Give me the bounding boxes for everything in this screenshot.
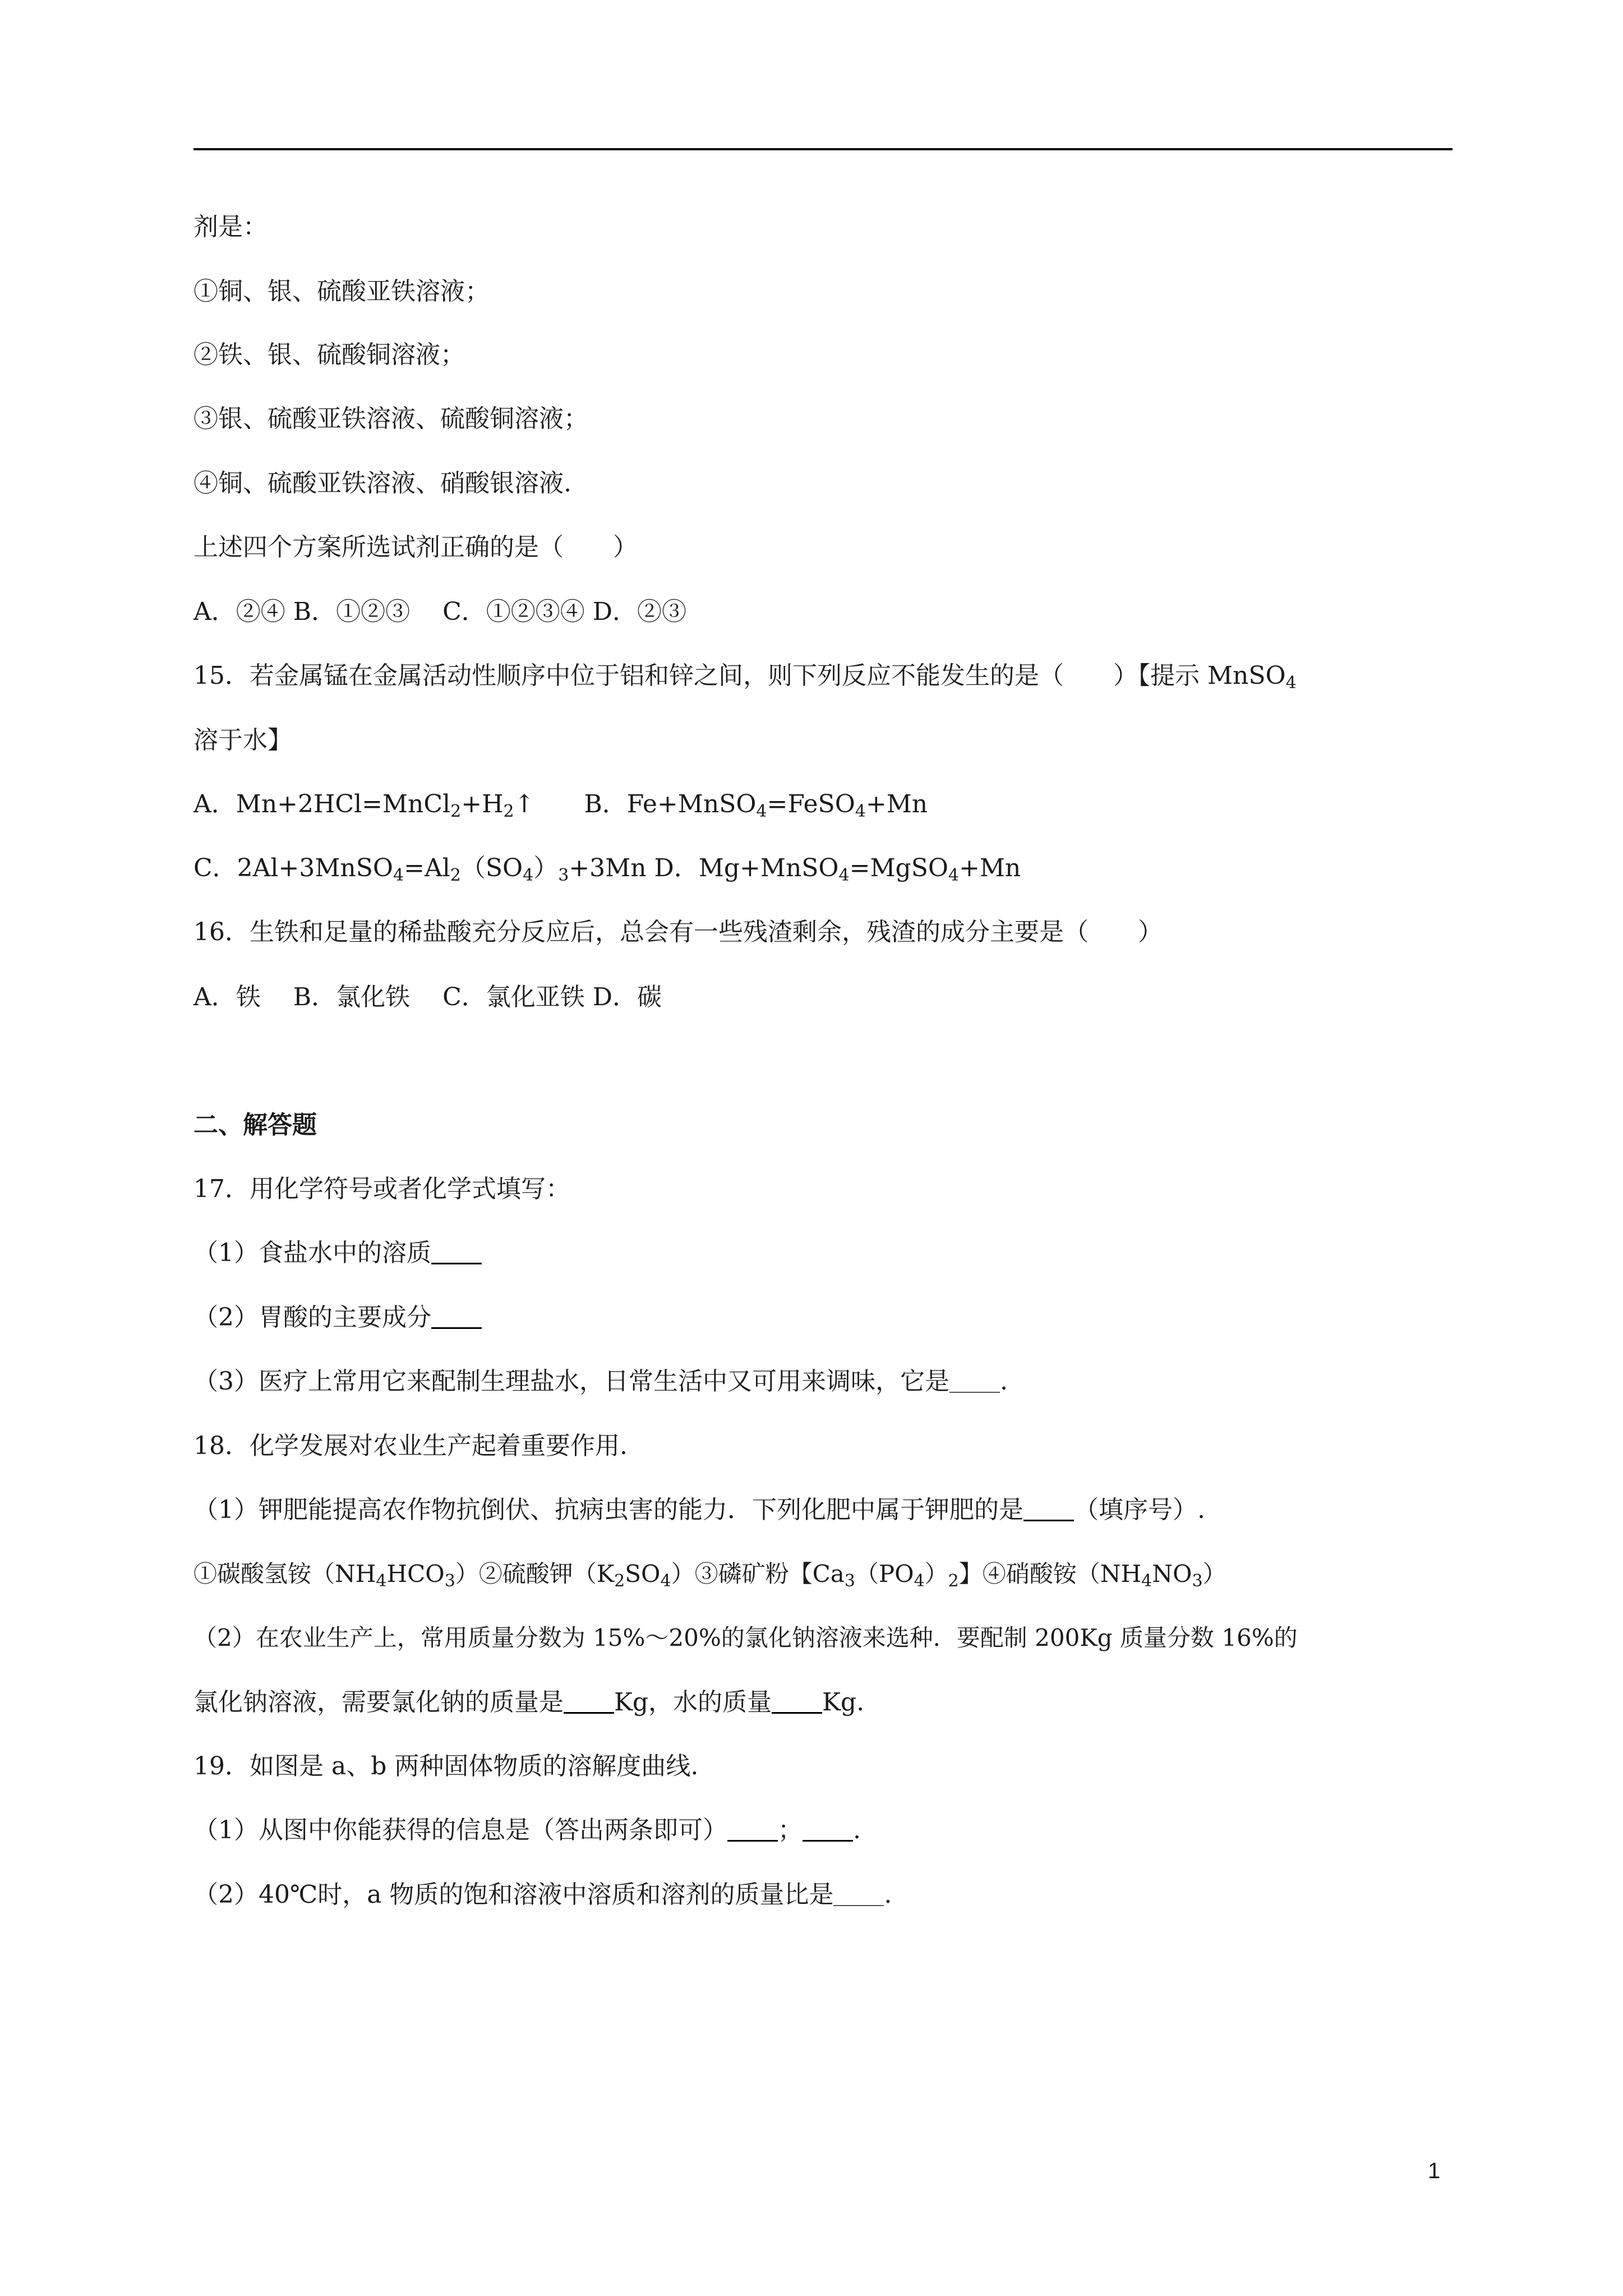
question-stem: 上述四个方案所选试剂正确的是（ ） (193, 533, 638, 562)
question-15-cont: 溶于水】 (193, 726, 292, 754)
question-17-2: （2）胃酸的主要成分 (193, 1301, 482, 1335)
option-1: ①铜、银、硫酸亚铁溶液； (193, 277, 490, 306)
answer-blank[interactable] (833, 1880, 884, 1906)
question-18-list: ①碳酸氢铵$(NH_4HCO_3)②$硫酸钾$(K_2SO_4)③$磷矿粉【$Ca_3(PO_4)_2$】④硝酸铵$(NH_4NO_3)$ (193, 1560, 1227, 1591)
answer-blank[interactable] (949, 1367, 1000, 1393)
option-2: ②铁、银、硫酸铜溶液； (193, 341, 465, 369)
question-19-1: （1）从图中你能获得的信息是（答出两条即可） ； . (193, 1816, 861, 1844)
question-15: 15．若金属锰在金属活动性顺序中位于铝和锌之间，则下列反应不能发生的是（ ）【提示 MnSO$_4$ (193, 661, 1297, 693)
question-15-options-cd: C．$2Al+3MnSO_4=Al_2(SO_4)_3+3Mn$ D．Mg+MnSO$_4$=MgSO$_4$+Mn (193, 854, 1021, 885)
answer-blank[interactable] (1023, 1495, 1074, 1521)
answer-blank[interactable] (564, 1687, 614, 1714)
question-19-2: （2）40℃时，a 物质的饱和溶液中溶质和溶剂的质量比是 . (193, 1880, 892, 1909)
answer-blank[interactable] (431, 1238, 482, 1264)
section-heading: 二、解答题 (193, 1111, 317, 1139)
question-18-2-cont: 氯化钠溶液，需要氯化钠的质量是 Kg，水的质量 Kg. (193, 1688, 865, 1717)
question-16-options: A．铁 B．氯化铁 C．氯化亚铁 D．碳 (193, 983, 662, 1011)
answer-blank[interactable] (803, 1815, 853, 1842)
question-17-3: （3）医疗上常用它来配制生理盐水，日常生活中又可用来调味，它是 . (193, 1367, 1008, 1396)
header-rule (193, 148, 1453, 150)
question-18: 18．化学发展对农业生产起着重要作用. (193, 1432, 628, 1460)
question-18-2: （2）在农业生产上，常用质量分数为 15%～20%的氯化钠溶液来选种．要配制 200Kg 质量分数 16%的 (193, 1624, 1298, 1651)
option-4: ④铜、硫酸亚铁溶液、硝酸银溶液. (193, 469, 571, 498)
page-number: 1 (1428, 2159, 1441, 2183)
answer-blank[interactable] (431, 1303, 482, 1329)
question-18-1: （1）钾肥能提高农作物抗倒伏、抗病虫害的能力．下列化肥中属于钾肥的是 （填序号）. (193, 1496, 1205, 1524)
text-line: 剂是： (193, 213, 268, 241)
answer-choices: A．②④ B．①②③ C．①②③④ D．②③ (193, 597, 687, 626)
question-15-options-ab: A．$Mn+2HCl=MnCl_2+H_2↑$ B．Fe+MnSO$_4$=FeSO$_4$+Mn (193, 790, 928, 821)
question-17-1: （1）食盐水中的溶质 (193, 1236, 482, 1270)
question-19: 19．如图是 a、b 两种固体物质的溶解度曲线. (193, 1752, 699, 1780)
answer-blank[interactable] (772, 1687, 822, 1714)
question-16: 16．生铁和足量的稀盐酸充分反应后，总会有一些残渣剩余，残渣的成分主要是（ ） (193, 918, 1163, 946)
option-3: ③银、硫酸亚铁溶液、硫酸铜溶液； (193, 404, 588, 433)
question-17: 17．用化学符号或者化学式填写： (193, 1175, 570, 1203)
answer-blank[interactable] (727, 1815, 778, 1842)
